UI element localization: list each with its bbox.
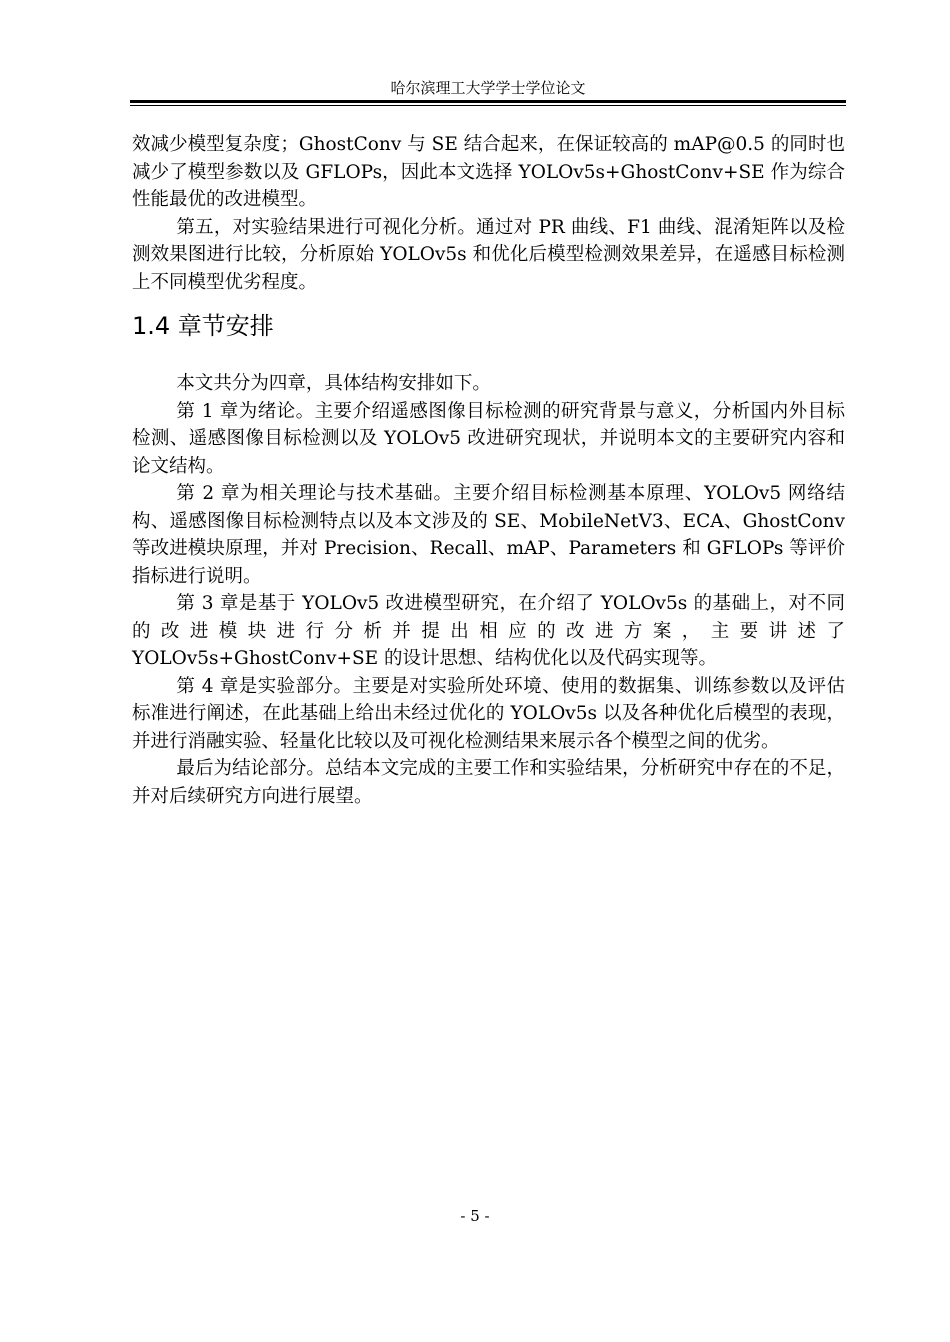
body-paragraph: 本文共分为四章，具体结构安排如下。 bbox=[176, 373, 491, 394]
header-rule-thick bbox=[130, 100, 846, 103]
section-heading: 1.4 章节安排 bbox=[132, 312, 274, 340]
body-paragraph: 最后为结论部分。总结本文完成的主要工作和实验结果，分析研究中存在的不足，并对后续研究方向进行展望。 bbox=[132, 758, 845, 807]
page-number: - 5 - bbox=[460, 1207, 490, 1225]
body-paragraph: 第 2 章为相关理论与技术基础。主要介绍目标检测基本原理、YOLOv5 网络结构、遥感图像目标检测特点以及本文涉及的 SE、MobileNetV3、ECA、GhostConv 等改进模块原理，并对 Precision、Recall、mAP、Parameters 和 GFLOPs 等评价指标进行说明。 bbox=[132, 483, 845, 587]
page-content bbox=[132, 131, 845, 810]
header-rule-thin bbox=[130, 105, 846, 106]
body-paragraph: 第五，对实验结果进行可视化分析。通过对 PR 曲线、F1 曲线、混淆矩阵以及检测效果图进行比较，分析原始 YOLOv5s 和优化后模型检测效果差异，在遥感目标检测上不同模型优劣程度。 bbox=[132, 216, 845, 293]
page-header: 哈尔滨理工大学学士学位论文 bbox=[390, 79, 586, 97]
body-paragraph: 第 4 章是实验部分。主要是对实验所处环境、使用的数据集、训练参数以及评估标准进行阐述，在此基础上给出未经过优化的 YOLOv5s 以及各种优化后模型的表现，并进行消融实验、轻量化比较以及可视化检测结果来展示各个模型之间的优劣。 bbox=[132, 675, 845, 752]
continued-paragraph: 效减少模型复杂度；GhostConv 与 SE 结合起来，在保证较高的 mAP@0.5 的同时也减少了模型参数以及 GFLOPs，因此本文选择 YOLOv5s+GhostConv+SE 作为综合性能最优的改进模型。 bbox=[132, 134, 845, 210]
body-paragraph: 第 1 章为绪论。主要介绍遥感图像目标检测的研究背景与意义，分析国内外目标检测、遥感图像目标检测以及 YOLOv5 改进研究现状，并说明本文的主要研究内容和论文结构。 bbox=[132, 400, 845, 477]
body-paragraph: 第 3 章是基于 YOLOv5 改进模型研究，在介绍了 YOLOv5s 的基础上，对不同的改进模块进行分析并提出相应的改进方案，主要讲述了 YOLOv5s+GhostConv+SE 的设计思想、结构优化以及代码实现等。 bbox=[132, 593, 845, 669]
